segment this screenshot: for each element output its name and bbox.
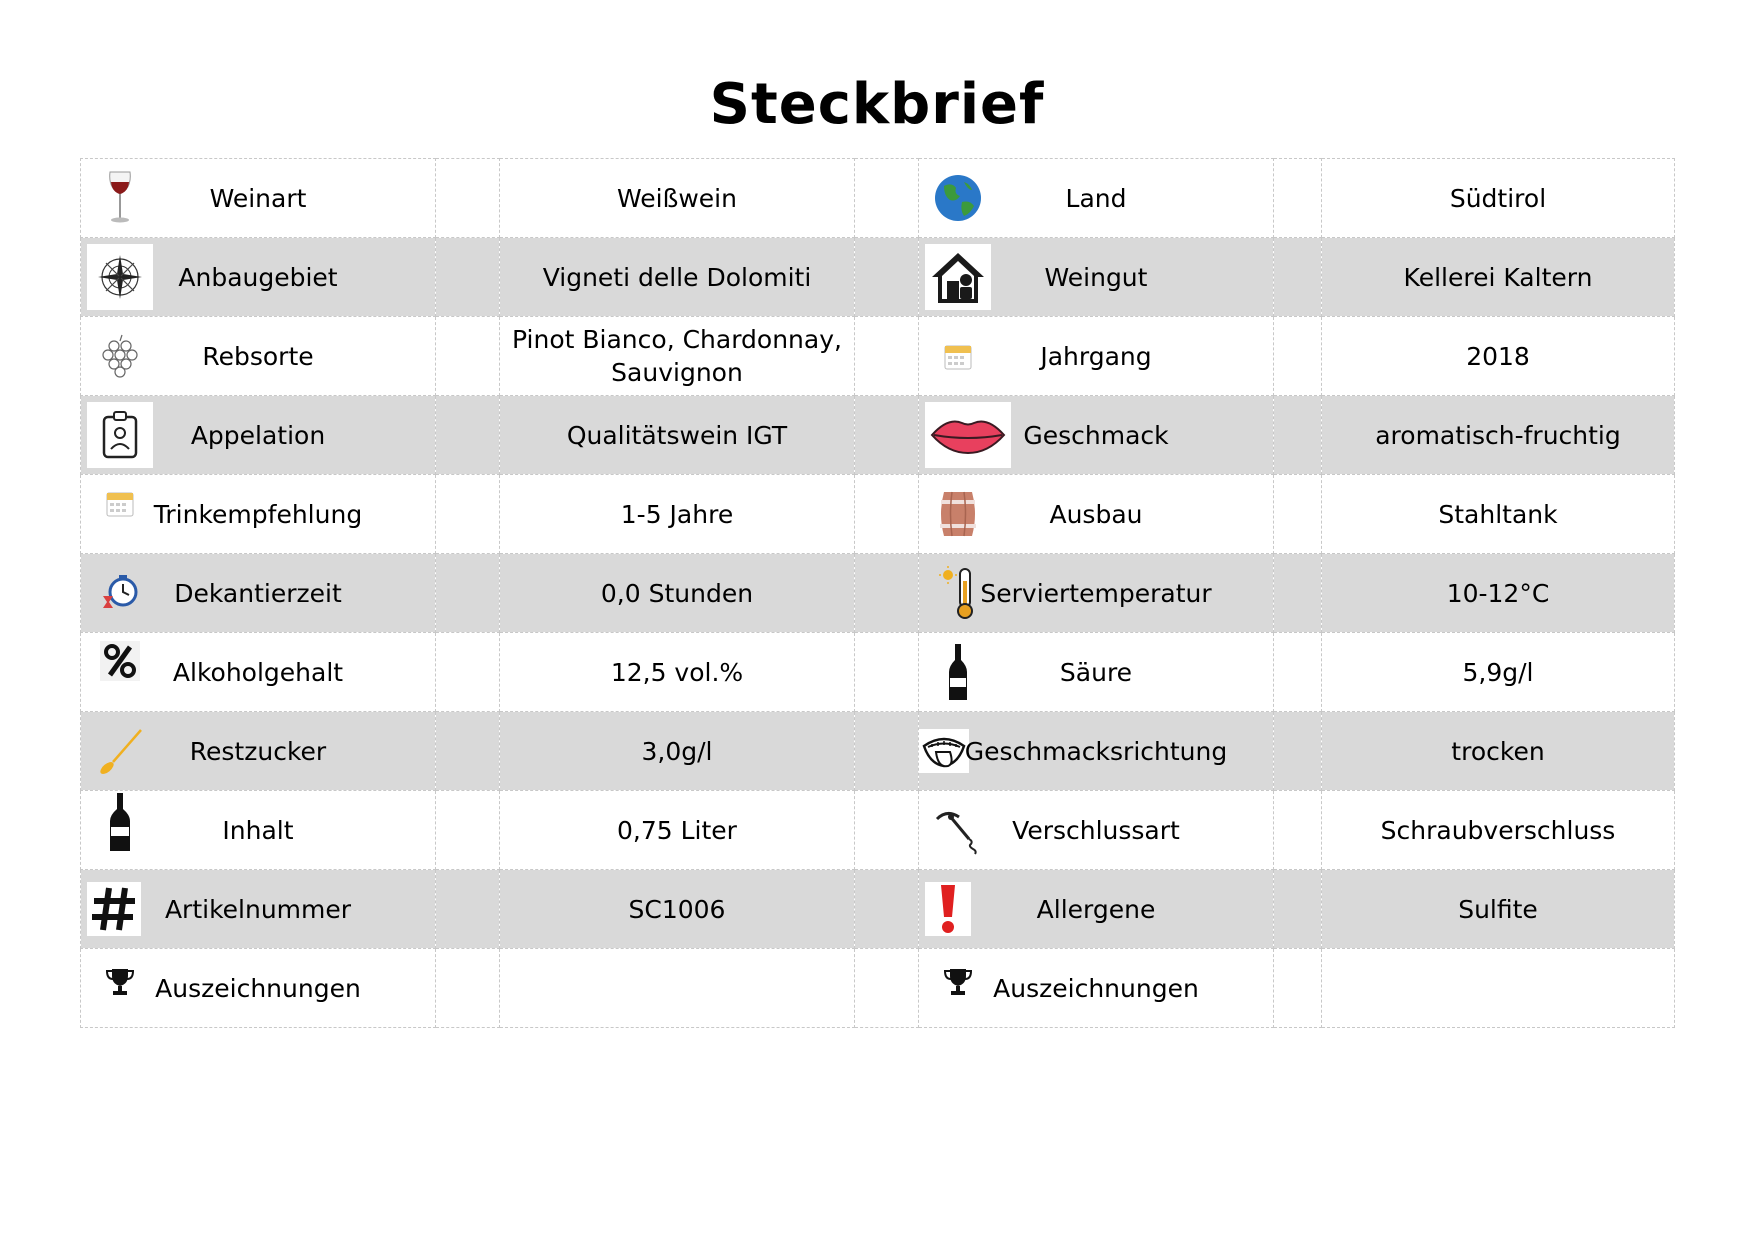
spacer-cell bbox=[1274, 870, 1322, 949]
label-cell bbox=[919, 475, 1274, 554]
spacer-cell bbox=[855, 554, 919, 633]
spacer-cell bbox=[855, 238, 919, 317]
table-row bbox=[81, 317, 1675, 396]
label-cell bbox=[81, 633, 436, 712]
spacer-cell bbox=[1274, 633, 1322, 712]
spacer-cell bbox=[436, 633, 500, 712]
globe-icon bbox=[925, 165, 991, 231]
table-row bbox=[81, 159, 1675, 238]
page-title: Steckbrief bbox=[709, 72, 1045, 137]
field-label: Land bbox=[1065, 183, 1127, 213]
field-value: trocken bbox=[1322, 712, 1675, 791]
field-label: Jahrgang bbox=[1040, 341, 1152, 371]
field-label: Rebsorte bbox=[202, 341, 314, 371]
field-value bbox=[1322, 949, 1675, 1028]
spacer-cell bbox=[436, 712, 500, 791]
spacer-cell bbox=[1274, 317, 1322, 396]
spacer-cell bbox=[1274, 712, 1322, 791]
spacer-cell bbox=[436, 238, 500, 317]
field-value: 0,0 Stunden bbox=[500, 554, 855, 633]
house-icon bbox=[925, 244, 991, 310]
spacer-cell bbox=[436, 396, 500, 475]
field-value: Weißwein bbox=[500, 159, 855, 238]
label-cell bbox=[919, 396, 1274, 475]
label-cell bbox=[81, 712, 436, 791]
spacer-cell bbox=[436, 317, 500, 396]
field-value: 1-5 Jahre bbox=[500, 475, 855, 554]
label-cell bbox=[81, 554, 436, 633]
spacer-cell bbox=[855, 870, 919, 949]
field-label: Geschmacksrichtung bbox=[964, 736, 1228, 766]
spacer-cell bbox=[855, 475, 919, 554]
label-cell bbox=[919, 791, 1274, 870]
field-label: Anbaugebiet bbox=[178, 262, 338, 292]
field-label: Inhalt bbox=[222, 815, 294, 845]
field-label: Verschlussart bbox=[1012, 815, 1180, 845]
calendar-icon bbox=[87, 470, 153, 536]
spacer-cell bbox=[855, 633, 919, 712]
label-cell bbox=[81, 159, 436, 238]
field-value: 2018 bbox=[1322, 317, 1675, 396]
label-cell bbox=[919, 554, 1274, 633]
table-row bbox=[81, 949, 1675, 1028]
hash-icon bbox=[87, 882, 141, 936]
calendar-icon bbox=[925, 323, 991, 389]
wine-glass-icon bbox=[87, 165, 153, 231]
field-value: SC1006 bbox=[500, 870, 855, 949]
timer-icon bbox=[87, 560, 153, 626]
table-row bbox=[81, 712, 1675, 791]
field-value: 12,5 vol.% bbox=[500, 633, 855, 712]
bottle-icon bbox=[925, 639, 991, 705]
spacer-cell bbox=[1274, 238, 1322, 317]
percent-icon bbox=[87, 628, 153, 694]
tongue-icon bbox=[919, 729, 969, 773]
label-cell bbox=[919, 870, 1274, 949]
field-value bbox=[500, 949, 855, 1028]
spacer-cell bbox=[1274, 554, 1322, 633]
field-label: Appelation bbox=[190, 420, 326, 450]
field-value bbox=[500, 317, 855, 396]
table-row bbox=[81, 633, 1675, 712]
trophy-icon bbox=[87, 949, 153, 1015]
label-cell bbox=[919, 712, 1274, 791]
field-label: Auszeichnungen bbox=[993, 973, 1199, 1003]
field-value: Sulfite bbox=[1322, 870, 1675, 949]
label-cell bbox=[81, 870, 436, 949]
spacer-cell bbox=[436, 475, 500, 554]
field-label: Alkoholgehalt bbox=[172, 657, 344, 687]
label-cell bbox=[81, 317, 436, 396]
spoon-icon bbox=[87, 718, 153, 784]
value-line-1: Pinot Bianco, Chardonnay, bbox=[512, 325, 842, 354]
spacer-cell bbox=[1274, 475, 1322, 554]
spacer-cell bbox=[855, 396, 919, 475]
table-row bbox=[81, 554, 1675, 633]
field-label: Restzucker bbox=[189, 736, 327, 766]
compass-icon bbox=[87, 244, 153, 310]
spacer-cell bbox=[436, 949, 500, 1028]
certificate-icon bbox=[87, 402, 153, 468]
field-value: 10-12°C bbox=[1322, 554, 1675, 633]
label-cell bbox=[81, 396, 436, 475]
field-label: Serviertemperatur bbox=[980, 578, 1212, 608]
spacer-cell bbox=[1274, 396, 1322, 475]
field-value: 0,75 Liter bbox=[500, 791, 855, 870]
barrel-icon bbox=[925, 481, 991, 547]
field-value: Kellerei Kaltern bbox=[1322, 238, 1675, 317]
table-row bbox=[81, 791, 1675, 870]
field-label: Ausbau bbox=[1049, 499, 1143, 529]
bottle-icon bbox=[87, 789, 153, 855]
spacer-cell bbox=[1274, 949, 1322, 1028]
table-row bbox=[81, 396, 1675, 475]
value-line-2: Sauvignon bbox=[611, 358, 743, 387]
field-label: Allergene bbox=[1036, 894, 1156, 924]
label-cell bbox=[81, 949, 436, 1028]
field-value: aromatisch-fruchtig bbox=[1322, 396, 1675, 475]
label-cell bbox=[919, 317, 1274, 396]
spacer-cell bbox=[855, 317, 919, 396]
field-value: 3,0g/l bbox=[500, 712, 855, 791]
label-cell bbox=[919, 949, 1274, 1028]
label-cell bbox=[81, 475, 436, 554]
corkscrew-icon bbox=[925, 797, 991, 863]
table-row bbox=[81, 238, 1675, 317]
table-row bbox=[81, 870, 1675, 949]
grapes-icon bbox=[87, 323, 153, 389]
field-label: Geschmack bbox=[1023, 420, 1169, 450]
label-cell bbox=[919, 633, 1274, 712]
label-cell bbox=[81, 238, 436, 317]
spacer-cell bbox=[436, 791, 500, 870]
spacer-cell bbox=[855, 791, 919, 870]
exclamation-icon bbox=[925, 882, 971, 936]
label-cell bbox=[919, 238, 1274, 317]
field-label: Trinkempfehlung bbox=[153, 499, 363, 529]
field-value: Qualitätswein IGT bbox=[500, 396, 855, 475]
field-label: Artikelnummer bbox=[164, 894, 352, 924]
spacer-cell bbox=[1274, 159, 1322, 238]
field-value: 5,9g/l bbox=[1322, 633, 1675, 712]
label-cell bbox=[919, 159, 1274, 238]
spacer-cell bbox=[855, 712, 919, 791]
trophy-icon bbox=[925, 949, 991, 1015]
spacer-cell bbox=[1274, 791, 1322, 870]
table-row bbox=[81, 475, 1675, 554]
lips-icon bbox=[925, 402, 1011, 468]
spacer-cell bbox=[436, 870, 500, 949]
spacer-cell bbox=[855, 159, 919, 238]
field-value: Stahltank bbox=[1322, 475, 1675, 554]
field-value: Südtirol bbox=[1322, 159, 1675, 238]
field-label: Dekantierzeit bbox=[174, 578, 342, 608]
field-value: Schraubverschluss bbox=[1322, 791, 1675, 870]
spacer-cell bbox=[855, 949, 919, 1028]
spacer-cell bbox=[436, 159, 500, 238]
spacer-cell bbox=[436, 554, 500, 633]
field-value: Vigneti delle Dolomiti bbox=[500, 238, 855, 317]
field-label: Auszeichnungen bbox=[155, 973, 361, 1003]
field-label: Säure bbox=[1059, 657, 1133, 687]
profile-table bbox=[80, 158, 1675, 1028]
label-cell bbox=[81, 791, 436, 870]
field-label: Weinart bbox=[209, 183, 307, 213]
field-label: Weingut bbox=[1044, 262, 1148, 292]
